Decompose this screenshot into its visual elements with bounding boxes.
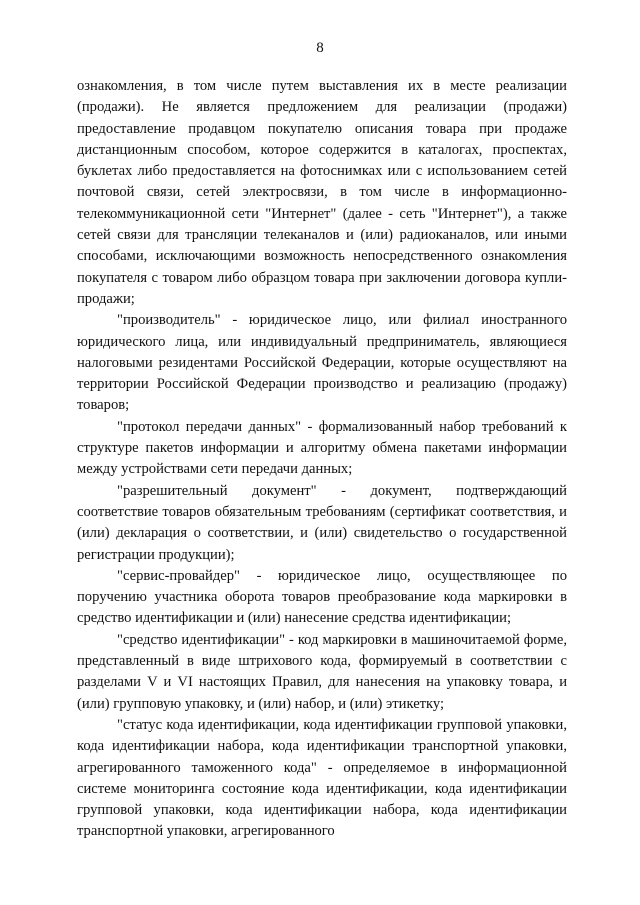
definition-data-protocol: "протокол передачи данных" - формализованный набор требований к структуре пакетов информации и алгоритму обмена пакетами информации между устройствами сети передачи данных; (77, 418, 567, 478)
definition-manufacturer: "производитель" - юридическое лицо, или филиал иностранного юридического лица, или индивидуальный предприниматель, являющиеся налоговыми резидентами Российской Федерации, которые осуществляют на территории Российской Федерации производство и реализацию (продажу) товаров; (77, 312, 567, 414)
definition-permit-document: "разрешительный документ" - документ, подтверждающий соответствие товаров обязательным требованиям (сертификат соответствия, и (или) декларация о соответствии, и (или) свидетельство о государственной регистрации продукции); (77, 482, 567, 563)
definition-code-status: "статус кода идентификации, кода идентификации групповой упаковки, кода идентификации набора, кода идентификации транспортной упаковки, агрегированного таможенного кода" - определяемое в информационной системе мониторинга состояние кода идентификации, кода идентификации групповой упаковки, кода идентификации набора, кода идентификации транспортной упаковки, агрегированного (77, 716, 567, 840)
page-number: 8 (316, 40, 324, 56)
definition-identification-means: "средство идентификации" - код маркировки в машиночитаемой форме, представленный в виде штрихового кода, формируемый в соответствии с разделами V и VI настоящих Правил, для нанесения на упаковку товара, и (или) групповую упаковку, и (или) набор, и (или) этикетку; (77, 631, 567, 712)
document-body (77, 76, 567, 843)
paragraph-continuation: ознакомления, в том числе путем выставления их в месте реализации (продажи). Не является предложением для реализации (продажи) предоставление продавцом покупателю описания товара при продаже дистанционным способом, которое содержится в каталогах, проспектах, буклетах либо предоставляется на фотоснимках или с использованием сетей почтовой связи, сетей электросвязи, в том числе в информационно-телекоммуникационной сети "Интернет" (далее - сеть "Интернет"), а также сетей связи для трансляции телеканалов и (или) радиоканалов, или иными способами, исключающими возможность непосредственного ознакомления покупателя с товаром либо образцом товара при заключении договора купли-продажи; (77, 78, 567, 307)
definition-service-provider: "сервис-провайдер" - юридическое лицо, осуществляющее по поручению участника оборота товаров преобразование кода маркировки в средство идентификации и (или) нанесение средства идентификации; (77, 567, 567, 627)
